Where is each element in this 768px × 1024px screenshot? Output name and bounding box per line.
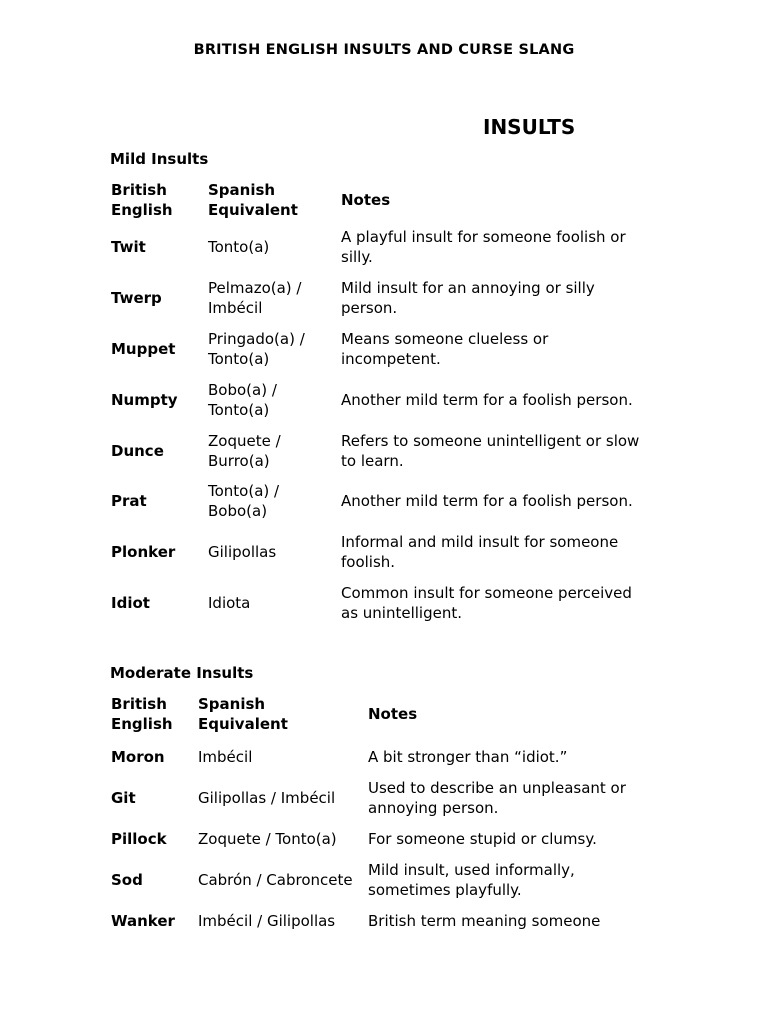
term-cell: Muppet [111,339,176,358]
spanish-cell: Imbécil / Gilipollas [198,911,336,930]
spanish-cell: Gilipollas / Imbécil [198,788,336,807]
moderate-table-header-row [106,692,663,736]
column-header-british-english: British English [111,181,173,219]
table-row [106,425,656,476]
term-cell: Git [111,788,136,807]
term-cell: Plonker [111,543,176,562]
term-cell: Numpty [111,390,178,409]
term-cell: Moron [111,747,165,766]
table-row [106,273,656,324]
spanish-cell: Zoquete / Burro(a) [208,431,281,470]
column-header-notes: Notes [341,191,391,209]
mild-insults-table [106,178,656,628]
table-row [106,324,656,375]
notes-cell: Refers to someone unintelligent or slow to learn. [341,431,640,470]
spanish-cell: Tonto(a) / Bobo(a) [208,482,280,521]
term-cell: Sod [111,870,143,889]
term-cell: Pillock [111,829,167,848]
notes-cell: A bit stronger than “idiot.” [368,747,568,766]
mild-table-header-row [106,178,656,222]
section-title: INSULTS [483,115,576,139]
moderate-insults-heading: Moderate Insults [110,664,254,682]
notes-cell: Common insult for someone perceived as unintelligent. [341,583,632,622]
notes-cell: A playful insult for someone foolish or silly. [341,228,626,267]
notes-cell: Informal and mild insult for someone foolish. [341,533,619,572]
spanish-cell: Zoquete / Tonto(a) [198,829,337,848]
notes-cell: Mild insult, used informally, sometimes playfully. [368,860,575,899]
notes-cell: Another mild term for a foolish person. [341,390,633,409]
term-cell: Wanker [111,911,175,930]
table-row [106,476,656,527]
spanish-cell: Idiota [208,593,251,612]
term-cell: Twerp [111,289,162,308]
term-cell: Prat [111,492,147,511]
notes-cell: For someone stupid or clumsy. [368,829,597,848]
moderate-insults-table [106,692,663,941]
notes-cell: Used to describe an unpleasant or annoying person. [368,778,626,817]
spanish-cell: Gilipollas [208,543,277,562]
notes-cell: Means someone clueless or incompetent. [341,329,549,368]
term-cell: Idiot [111,593,150,612]
spanish-cell: Tonto(a) [208,238,270,257]
column-header-spanish-equivalent: Spanish Equivalent [198,695,288,733]
table-row [106,859,663,900]
term-cell: Dunce [111,441,164,460]
spanish-cell: Cabrón / Cabroncete [198,870,353,889]
spanish-cell: Pringado(a) / Tonto(a) [208,329,305,368]
term-cell: Twit [111,238,146,257]
table-row [106,900,663,941]
table-row [106,374,656,425]
spanish-cell: Imbécil [198,747,253,766]
notes-cell: Another mild term for a foolish person. [341,492,633,511]
notes-cell: Mild insult for an annoying or silly person. [341,279,595,318]
spanish-cell: Pelmazo(a) / Imbécil [208,279,302,318]
table-row [106,527,656,578]
table-row [106,578,656,629]
notes-cell: British term meaning someone [368,911,601,930]
column-header-notes: Notes [368,705,418,723]
table-row [106,818,663,859]
spanish-cell: Bobo(a) / Tonto(a) [208,380,277,419]
mild-insults-heading: Mild Insults [110,150,209,168]
column-header-british-english: British English [111,695,173,733]
document-header: BRITISH ENGLISH INSULTS AND CURSE SLANG [193,42,575,58]
table-row [106,736,663,777]
table-row [106,222,656,273]
table-row [106,777,663,818]
column-header-spanish-equivalent: Spanish Equivalent [208,181,298,219]
